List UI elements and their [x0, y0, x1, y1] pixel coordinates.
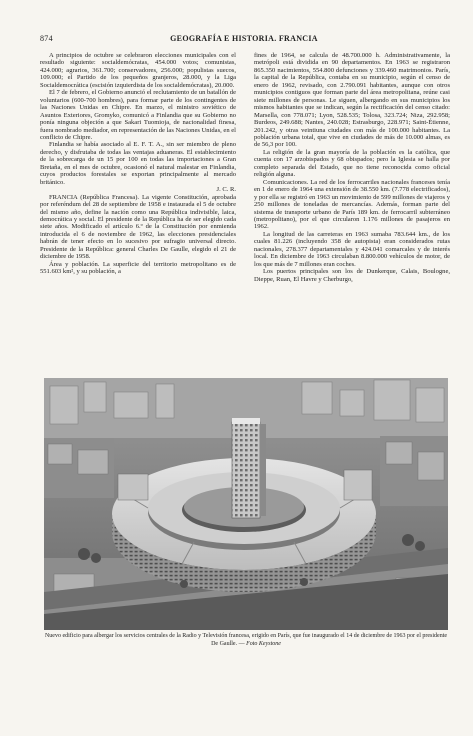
caption-credit: Foto Keystone [246, 640, 281, 647]
radio-house-illustration [44, 378, 448, 630]
page-number: 874 [40, 34, 53, 43]
paragraph-religion: La religión de la gran mayoría de la población es la católica, que cuenta con 17 arzobispados y 68 obispados; pero la Iglesia se halla por completo separada del Estado, que no tiene reconocida como oficial religión alguna. [254, 148, 450, 179]
page-header [40, 34, 448, 46]
paragraph-area-population: Área y población. La superficie del territorio metropolitano es de 551.603 km², y su población, a [40, 260, 236, 276]
left-text-column [40, 52, 236, 374]
paragraph-population-cont: fines de 1964, se calcula de 48.700.000 h. Administrativamente, la metrópoli está dividida en 90 departamentos. En 1963 se registraron 865.350 nacimientos, 554.800 defunciones y 339.460 matrimonios. París, la capital de la República, contaba en su municipio, según el censo de enero de 1962, revisado, con 2.790.091 habitantes, aunque con otros municipios contiguos que forman parte del área metropolitana, reúne casi siete millones de personas. Le siguen, albergando en sus municipios los mismos habitantes que se indican, según la rectificación del censo citado: Marsella, con 778.071; Lyon, 528.535; Tolosa, 323.724; Niza, 292.958; Burdeos, 249.688; Nantes, 240.028; Estrasburgo, 228.971; Saint-Étienne, 201.242, y otras veintiuna ciudades con más de 100.000 habitantes. La población urbana total, que vive en ciudades de más de 10.000 almas, es de 56,3 por 100. [254, 52, 450, 149]
right-text-column [254, 52, 450, 374]
author-signature: J. C. R. [216, 186, 236, 194]
paragraph-france-intro: FRANCIA (República Francesa). La vigente Constitución, aprobada por referéndum del 28 de septiembre de 1958 e instaurada el 5 de octubre del mismo año, define la nación como una República indivisible, laica, democrática y social. El presidente de la República ha de ser elegido cada siete años. Modificado el artículo 6.º de la Constitución por enmienda introducida el 6 de noviembre de 1962, las elecciones presidenciales habrán de tener efecto en lo sucesivo por sufragio universal directo. Presidente de la República: general Charles De Gaulle, elegido el 21 de diciembre de 1958. [40, 193, 236, 261]
aerial-photo [44, 378, 448, 630]
paragraph-cyprus: El 7 de febrero, el Gobierno anunció el reclutamiento de un batallón de voluntarios (600-700 hombres), para formar parte de los contingentes de las Naciones Unidas en Chipre. En marzo, el ministro soviético de Asuntos Exteriores, Gromyko, comunicó a Finlandia que su Gobierno no ponía ninguna objeción a que Sakari Tuomioja, de nacionalidad finesa, fuera nombrado mediador, en representación de las Naciones Unidas, en el conflicto de Chipre. [40, 89, 236, 141]
caption-text: Nuevo edificio para albergar los servicios centrales de la Radio y Televisión francesa, erigido en París, que fue inaugurado el 14 de diciembre de 1963 por el presidente De Gaulle. [44, 633, 448, 647]
photo-caption: Nuevo edificio para albergar los servicios centrales de la Radio y Televisión francesa, erigido en París, que fue inaugurado el 14 de diciembre de 1963 por el presidente De Gaulle. — Foto Keystone [44, 633, 448, 647]
paragraph-roads: La longitud de las carreteras en 1963 sumaba 783.644 km., de los cuales 81.226 (incluyendo 358 de autopista) eran considerados rutas nacionales, 278.377 departamentales y 424.041 comarcales y de interés local. En diciembre de 1963 circulaban 8.800.000 vehículos de motor, de los que más de 7 millones eran coches. [254, 230, 450, 268]
paragraph-railways: Comunicaciones. La red de los ferrocarriles nacionales franceses tenía en 1 de enero de 1964 una extensión de 38.550 km. (7.778 electrificados), y por ella se registró en 1963 un movimiento de 599 millones de viajeros y 250 millones de toneladas de mercancías. Además, forman parte del sistema de transporte urbano de París 189 km. de ferrocarril subterráneo (metropolitano), por el que circularon 1.176 millones de pasajeros en 1962. [254, 178, 450, 231]
running-title: GEOGRAFÍA E HISTORIA. FRANCIA [170, 34, 318, 43]
paragraph-efta: Finlandia se había asociado al E. F. T. A., sin ser miembro de pleno derecho, y disfrutaba de todas las ventajas aduaneras. El establecimiento de la sobrecarga de un 15 por 100 en todas las importaciones a Gran Bretaña, en el mes de octubre, ocasionó el natural malestar en Finlandia, cuyos productos forestales se exportan principalmente al mercado británico. [40, 141, 236, 186]
paragraph-ports: Los puertos principales son los de Dunkerque, Calais, Boulogne, Dieppe, Ruan, El Havre y Cherburgo, [254, 268, 450, 283]
paragraph-elections: A principios de octubre se celebraron elecciones municipales con el resultado siguiente: socialdemócratas, 454.000 votos; comunistas, 424.000; agrarios, 361.700; conservadores, 256.000; populistas suecos, 109.000; el Partido de los pequeños granjeros, 28.000, y la Liga Socialdemocrática (escisión izquierdista de los socialdemócratas), 20.000. [40, 52, 236, 89]
